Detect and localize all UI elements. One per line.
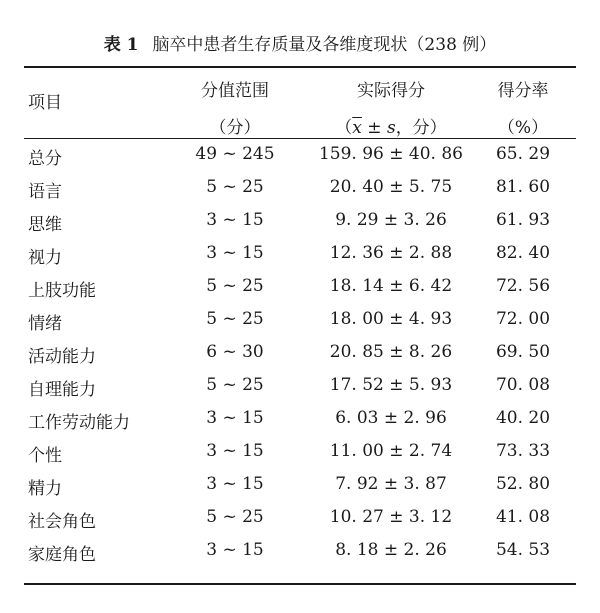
table-row — [0, 272, 600, 305]
table-row — [0, 338, 600, 371]
cell-item: 工作劳动能力 — [28, 413, 130, 433]
cell-range: 6 ~ 30 — [206, 342, 264, 362]
top-rule — [24, 66, 576, 68]
cell-item: 家庭角色 — [28, 545, 96, 565]
header-rate-unit: （%） — [497, 118, 549, 138]
cell-rate: 72. 56 — [495, 276, 551, 296]
cell-score: 9. 29 ± 3. 26 — [335, 210, 447, 230]
cell-rate: 61. 93 — [495, 210, 551, 230]
header-range-label: 分值范围 — [201, 81, 269, 101]
table-row — [0, 173, 600, 206]
cell-rate: 52. 80 — [495, 474, 551, 494]
table-row — [0, 404, 600, 437]
cell-rate: 82. 40 — [495, 243, 551, 263]
cell-rate: 70. 08 — [495, 375, 551, 395]
cell-score: 17. 52 ± 5. 93 — [329, 375, 453, 395]
table-body — [0, 140, 600, 569]
header-score-open: （ — [335, 118, 353, 138]
cell-item: 社会角色 — [28, 512, 96, 532]
cell-range: 5 ~ 25 — [206, 507, 264, 527]
header-score-close: ，分） — [395, 118, 447, 138]
cell-rate: 72. 00 — [495, 309, 551, 329]
cell-range: 5 ~ 25 — [206, 276, 264, 296]
cell-score: 8. 18 ± 2. 26 — [335, 540, 447, 560]
cell-score: 11. 00 ± 2. 74 — [329, 441, 453, 461]
cell-score: 10. 27 ± 3. 12 — [329, 507, 453, 527]
header-item: 项目 — [28, 93, 62, 113]
table-title: 脑卒中患者生存质量及各维度现状（238 例） — [152, 35, 497, 55]
cell-rate: 69. 50 — [495, 342, 551, 362]
table-caption — [0, 30, 600, 55]
table-row — [0, 503, 600, 536]
cell-range: 3 ~ 15 — [206, 243, 264, 263]
cell-range: 49 ~ 245 — [195, 144, 275, 164]
cell-score: 20. 40 ± 5. 75 — [329, 177, 453, 197]
cell-score: 12. 36 ± 2. 88 — [329, 243, 453, 263]
header-score — [296, 76, 486, 138]
cell-range: 3 ~ 15 — [206, 474, 264, 494]
cell-score: 18. 00 ± 4. 93 — [329, 309, 453, 329]
table-row — [0, 437, 600, 470]
cell-rate: 40. 20 — [495, 408, 551, 428]
header-score-unit — [296, 113, 486, 138]
cell-range: 3 ~ 15 — [206, 441, 264, 461]
table-row — [0, 371, 600, 404]
bottom-rule — [24, 583, 576, 585]
header-range-unit: （分） — [209, 118, 261, 138]
header-range — [160, 76, 310, 138]
header-rate — [468, 76, 578, 138]
cell-score: 20. 85 ± 8. 26 — [329, 342, 453, 362]
cell-range: 5 ~ 25 — [206, 375, 264, 395]
cell-score: 18. 14 ± 6. 42 — [329, 276, 453, 296]
cell-item: 活动能力 — [28, 347, 96, 367]
table-row — [0, 305, 600, 338]
cell-rate: 73. 33 — [495, 441, 551, 461]
cell-item: 上肢功能 — [28, 281, 96, 301]
table-row — [0, 206, 600, 239]
cell-range: 3 ~ 15 — [206, 408, 264, 428]
header-score-sd-symbol: s — [386, 118, 396, 138]
cell-score: 6. 03 ± 2. 96 — [335, 408, 447, 428]
cell-rate: 81. 60 — [495, 177, 551, 197]
cell-item: 自理能力 — [28, 380, 96, 400]
table-row — [0, 470, 600, 503]
header-score-pm: ± — [361, 118, 387, 138]
cell-rate: 65. 29 — [495, 144, 551, 164]
cell-range: 5 ~ 25 — [206, 309, 264, 329]
cell-range: 3 ~ 15 — [206, 210, 264, 230]
cell-range: 5 ~ 25 — [206, 177, 264, 197]
cell-item: 精力 — [28, 479, 62, 499]
cell-rate: 54. 53 — [495, 540, 551, 560]
cell-rate: 41. 08 — [495, 507, 551, 527]
header-score-label: 实际得分 — [357, 81, 425, 101]
cell-score: 159. 96 ± 40. 86 — [318, 144, 463, 164]
cell-score: 7. 92 ± 3. 87 — [335, 474, 447, 494]
cell-item: 情绪 — [28, 314, 62, 334]
cell-item: 个性 — [28, 446, 62, 466]
cell-item: 视力 — [28, 248, 62, 268]
cell-item: 总分 — [28, 149, 62, 169]
table-row — [0, 140, 600, 173]
cell-item: 思维 — [28, 215, 62, 235]
cell-range: 3 ~ 15 — [206, 540, 264, 560]
header-rule — [24, 138, 576, 139]
table-label: 表 1 — [103, 35, 139, 55]
header-score-mean-symbol: $\overline{x}$ — [352, 118, 362, 138]
header-rate-label: 得分率 — [497, 81, 549, 101]
table-row — [0, 239, 600, 272]
table-row — [0, 536, 600, 569]
cell-item: 语言 — [28, 182, 62, 202]
